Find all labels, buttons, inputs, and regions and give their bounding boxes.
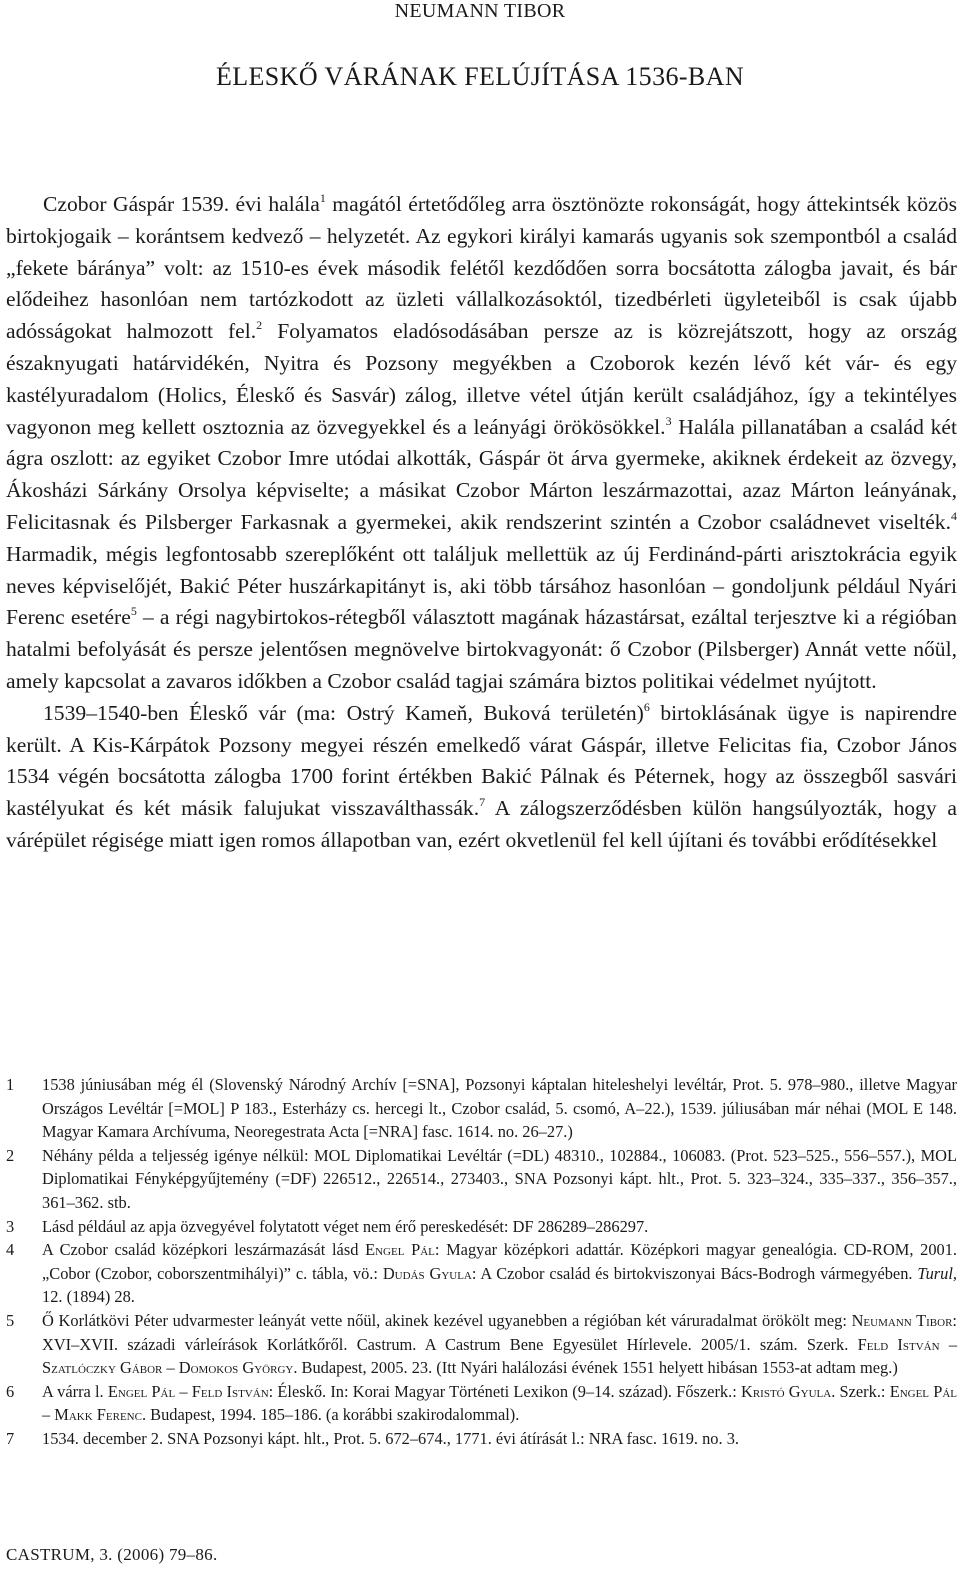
footnote-text: Ő Korlátkövi Péter udvarmester leányát vette nőül, akinek kezével ugyanebben a régióban két váruradalmat örökölt meg: Neumann Tibor: XVI–XVII. századi várleírások Korlátkőről. Castrum. A Castrum Bene Egyesület Hírlevele. 2005/1. szám. Szerk. Feld István – Szatlóczky Gábor – Domokos György. Budapest, 2005. 23. (Itt Nyári halálozási évének 1551 helyett hibásan 1553-at adtam meg.)	[42, 1310, 958, 1378]
footnote-6	[6, 1380, 957, 1427]
footnote-4	[6, 1238, 957, 1309]
footnote-number: 3	[6, 1216, 15, 1236]
footnote-ref-7[interactable]: 7	[479, 795, 486, 810]
paragraph-2: 1539–1540-ben Éleskő vár (ma: Ostrý Kameň, Buková területén)$^6$ birtoklásának ügye is napirendre került. A Kis-Kárpátok Pozsony megyei részén emelkedő várat Gáspár, illetve Felicitas fia, Czobor János 1534 végén bocsátotta zálogba 1700 forint értékben Bakić Pálnak és Péternek, hogy az összegből sasvári kastélyukat és két másik falujukat visszaválthassák.$^7$ A zálogszerződésben külön hangsúlyozták, hogy a várépület régisége miatt igen romos állapotban van, ezért okvetlenül fel kell újítani és további erődítésekkel	[6, 699, 958, 852]
footnote-text: A Czobor család középkori leszármazását lásd Engel Pál: Magyar középkori adattár. Középkori magyar genealógia. CD-ROM, 2001. „Cobor (Czobor, coborszentmihályi)” c. tábla, vö.: Dudás Gyula: A Czobor család és birtokviszonyai Bács-Bodrogh vármegyében. Turul, 12. (1894) 28.	[42, 1240, 958, 1307]
footnote-ref-4[interactable]: 4	[951, 508, 957, 523]
footnote-number: 4	[6, 1240, 15, 1260]
article-body	[6, 189, 957, 857]
footnote-ref-2[interactable]: 2	[256, 318, 263, 333]
article-title: ÉLESKŐ VÁRÁNAK FELÚJÍTÁSA 1536-BAN	[215, 62, 745, 91]
footnote-number: 1	[6, 1075, 15, 1094]
footnote-3	[6, 1215, 957, 1239]
paragraph-1: Czobor Gáspár 1539. évi halála$^1$ magától értetődőleg arra ösztönözte rokonságát, hogy áttekintsék közös birtokjogaik – korántsem kedvező – helyzetét. Az egykori királyi kamarás ugyanis sok szempontból a család „fekete báránya” volt: az 1510-es évek második felétől kezdődően sorra bocsátotta zálogba javait, és bár elődeihez hasonlóan nem tartózkodott az üzleti vállalkozásoktól, tizedbérleti ügyleteiből is csak újabb adósságokat halmozott fel.$^2$ Folyamatos eladósodásában persze az is közrejátszott, hogy az ország északnyugati határvidékén, Nyitra és Pozsony megyékben a Czoborok kezén lévő két vár- és egy kastélyuradalom (Holics, Éleskő és Sasvár) zálog, illetve vétel útján került családjához, így a tekintélyes vagyonon meg kellett osztoznia az özvegyekkel és a leányági örökösökkel.$^3$ Halála pillanatában a család két ágra oszlott: az egyiket Czobor Imre utódai alkották, Gáspár öt árva gyermeke, akiknek érdekeit az özvegy, Ákosházi Sárkány Orsolya képviselte; a másikat Czobor Márton leszármazottai, azaz Márton leányának, Felicitasnak és Pilsberger Farkasnak a gyermekei, akik rendszerint szintén a Czobor családnevet viselték.$^4$ Harmadik, mégis legfontosabb szereplőként ott találjuk mellettük az új Ferdinánd-párti arisztokrácia egyik neves képviselőjét, Bakić Péter huszárkapitányt is, aki több társához hasonlóan – gondoljunk például Nyári Ferenc esetére$^5$ – a régi nagybirtokos-rétegből választott magának házastársat, ezáltal terjesztve ki a régióban hatalmi befolyását és persze jelentősen megnövelve birtokvagyonát: ő Czobor (Pilsberger) Annát vette nőül, amely kapcsolat a zavaros időkben a Czobor család tagjai számára biztos politikai védelmet nyújtott.	[6, 191, 958, 693]
author-name-smallcaps: Engel Pál – Feld István	[107, 1381, 269, 1401]
footnote-text: Néhány példa a teljesség igénye nélkül: MOL Diplomatikai Levéltár (=DL) 48310., 102884., 106083. (Prot. 523–525., 556–557.), MOL Diplomatikai Fényképgyűjtemény (=DF) 226512., 226514., 273403., SNA Pozsonyi kápt. hlt., Prot. 5. 323–324., 335–337., 356–357., 361–362. stb.	[42, 1145, 957, 1212]
author-name-smallcaps: Dudás Gyula	[382, 1263, 472, 1283]
footnote-ref-1[interactable]: 1	[319, 191, 326, 205]
footnotes	[6, 1073, 957, 1451]
footnote-number: 6	[6, 1381, 15, 1401]
footnote-ref-3[interactable]: 3	[665, 413, 672, 428]
footnote-7	[6, 1427, 957, 1451]
footnote-number: 7	[6, 1428, 15, 1448]
footnote-ref-5[interactable]: 5	[130, 604, 137, 619]
author-name-smallcaps: Neumann Tibor	[851, 1310, 953, 1330]
journal-title: Turul,	[917, 1263, 957, 1283]
footnote-number: 5	[6, 1310, 15, 1330]
footnote-text: 1534. december 2. SNA Pozsonyi kápt. hlt., Prot. 5. 672–674., 1771. évi átírását l.: NRA fasc. 1619. no. 3.	[42, 1428, 739, 1448]
editor-names-smallcaps: Engel Pál – Makk Ferenc	[42, 1381, 958, 1425]
footnote-text: A várra l. Engel Pál – Feld István: Éleskő. In: Korai Magyar Történeti Lexikon (9–14. század). Főszerk.: Kristó Gyula. Szerk.: Engel Pál – Makk Ferenc. Budapest, 1994. 185–186. (a korábbi szakirodalommal).	[42, 1381, 958, 1425]
editor-names-smallcaps: Feld István – Szatlóczky Gábor – Domokos György	[42, 1334, 958, 1378]
footnote-number: 2	[6, 1145, 15, 1165]
footnote-text: Lásd például az apja özvegyével folytatott véget nem érő pereskedését: DF 286289–286297.	[42, 1216, 649, 1236]
footnote-text: 1538 júniusában még él (Slovenský Národný Archív [=SNA], Pozsonyi káptalan hiteleshelyi levéltár, Prot. 5. 978–980., illetve Magyar Országos Levéltár [=MOL] P 183., Esterházy cs. hercegi lt., Czobor család, 5. csomó, A–22.), 1539. júliusában már néhai (MOL E 148. Magyar Kamara Archívuma, Neoregestrata Acta [=NRA] fasc. 1614. no. 26–27.)	[42, 1075, 957, 1142]
editor-name-smallcaps: Kristó Gyula	[740, 1381, 832, 1401]
footnote-ref-6[interactable]: 6	[643, 699, 650, 714]
journal-citation: CASTRUM, 3. (2006) 79–86.	[6, 1545, 218, 1564]
footnote-5	[6, 1309, 957, 1380]
footnote-1	[6, 1073, 957, 1144]
footnote-2	[6, 1144, 957, 1215]
author-name: NEUMANN TIBOR	[394, 0, 566, 22]
author-name-smallcaps: Engel Pál	[365, 1240, 435, 1260]
